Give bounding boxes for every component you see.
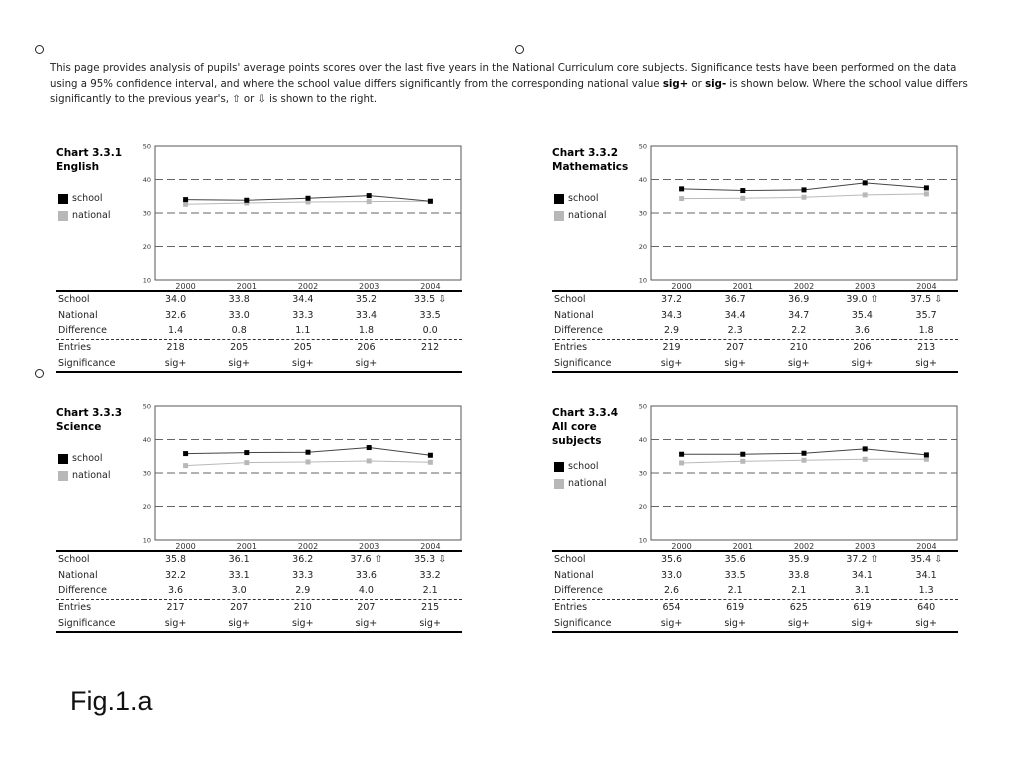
y-tick-label: 20 — [142, 243, 151, 251]
legend-label-national: national — [72, 470, 111, 481]
table-cell: 1.4 — [168, 325, 184, 337]
table-row — [56, 568, 462, 584]
data-point-school — [244, 198, 249, 203]
chart-panel-mathematics — [552, 142, 958, 398]
table-cell: sig+ — [703, 355, 767, 372]
table-row — [552, 568, 958, 584]
table-cell: sig+ — [144, 615, 208, 632]
y-tick-label: 20 — [638, 503, 647, 511]
x-tick-label: 2004 — [916, 282, 937, 290]
table-cell: 36.1 — [207, 551, 271, 568]
row-label: National — [554, 569, 594, 581]
y-tick-label: 40 — [638, 436, 647, 444]
x-tick-label: 2000 — [671, 282, 692, 290]
table-row — [552, 308, 958, 324]
data-point-national — [740, 459, 745, 464]
legend-swatch-national — [554, 479, 564, 489]
table-row — [552, 291, 958, 308]
table-row — [56, 615, 462, 632]
table-cell: sig+ — [335, 355, 399, 372]
table-row — [56, 355, 462, 372]
intro-text-1: This page provides analysis of pupils' average points scores over the last five years in the National Curriculum core subjects. Significance tests have been performed on the data using a 95% confidence interval, and where the school value differs significantly from the corresponding national value — [50, 63, 957, 90]
data-point-school — [924, 452, 929, 457]
table-cell: 32.6 — [164, 309, 187, 321]
data-point-national — [740, 196, 745, 201]
table-cell: sig+ — [894, 355, 958, 372]
row-label: Entries — [56, 599, 144, 615]
chart-subtitle-line: Science — [56, 421, 102, 433]
row-label: Entries — [552, 339, 640, 355]
table-cell: 34.0 — [144, 291, 208, 308]
legend-label-national: national — [568, 210, 607, 221]
table-cell: 34.1 — [851, 569, 873, 581]
table-cell: 33.5 ⇩ — [398, 291, 462, 308]
chart-title: Chart 3.3.4 — [552, 407, 619, 419]
table-cell: 219 — [640, 339, 704, 355]
table-row — [56, 339, 462, 355]
legend-label-national: national — [72, 210, 111, 221]
chart-legend — [58, 450, 111, 484]
data-point-school — [183, 451, 188, 456]
data-point-school — [802, 451, 807, 456]
plot-frame — [155, 146, 461, 280]
table-cell: 2.9 — [295, 585, 311, 597]
table-cell: 33.0 — [660, 569, 683, 581]
table-cell: 205 — [207, 339, 271, 355]
table-cell: 640 — [894, 599, 958, 615]
legend-label-school: school — [72, 193, 103, 204]
table-row — [552, 339, 958, 355]
table-cell: 35.2 — [335, 291, 399, 308]
legend-label-school: school — [72, 453, 103, 464]
table-cell: 33.6 — [355, 569, 377, 581]
table-cell: 34.4 — [724, 309, 746, 321]
table-cell: 3.6 — [167, 585, 184, 597]
chart-plot-area — [637, 142, 958, 290]
table-cell: 1.3 — [918, 585, 934, 597]
x-tick-label: 2003 — [359, 282, 380, 290]
table-cell: 33.3 — [292, 569, 314, 581]
table-cell: 36.2 — [271, 551, 335, 568]
chart-legend — [554, 190, 607, 224]
table-cell: sig+ — [271, 355, 335, 372]
row-label: Difference — [58, 325, 107, 337]
chart-title-block — [56, 146, 138, 174]
legend-swatch-school — [554, 462, 564, 472]
row-label: National — [58, 569, 98, 581]
x-tick-label: 2001 — [732, 542, 753, 550]
data-point-school — [863, 180, 868, 185]
table-cell: 37.5 ⇩ — [894, 291, 958, 308]
table-cell: 218 — [144, 339, 208, 355]
down-arrow-icon: ⇩ — [257, 94, 266, 105]
data-point-national — [863, 457, 868, 462]
data-point-national — [802, 195, 807, 200]
table-cell: 33.8 — [207, 291, 271, 308]
figure-caption: Fig.1.a — [70, 686, 153, 716]
handle-marker-middle-left[interactable] — [35, 369, 44, 378]
chart-title: Chart 3.3.3 — [56, 407, 123, 419]
row-label: National — [58, 309, 98, 321]
chart-plot-area — [637, 402, 958, 550]
table-cell: sig+ — [831, 615, 895, 632]
y-tick-label: 50 — [638, 142, 647, 151]
legend-swatch-school — [58, 454, 68, 464]
y-tick-label: 20 — [638, 243, 647, 251]
data-point-national — [863, 192, 868, 197]
intro-or-2: or — [240, 94, 258, 105]
table-cell: 210 — [767, 339, 831, 355]
intro-text-3: is shown to the right. — [265, 94, 378, 105]
table-cell: sig+ — [894, 615, 958, 632]
chart-plot-area — [141, 142, 462, 290]
table-cell: 0.8 — [231, 325, 247, 337]
data-point-school — [183, 197, 188, 202]
table-cell: 210 — [271, 599, 335, 615]
row-label: Significance — [56, 615, 144, 632]
data-point-national — [183, 202, 188, 207]
table-cell: 35.6 — [703, 551, 767, 568]
table-cell: 215 — [398, 599, 462, 615]
table-cell: 619 — [703, 599, 767, 615]
data-point-national — [367, 458, 372, 463]
chart-panel-english — [56, 142, 462, 398]
x-tick-label: 2002 — [793, 542, 815, 550]
table-cell: 34.7 — [788, 309, 810, 321]
data-point-school — [679, 186, 684, 191]
legend-item-national — [58, 467, 111, 484]
table-row — [552, 583, 958, 599]
table-cell: 207 — [335, 599, 399, 615]
chart-subtitle-line: English — [56, 161, 100, 173]
y-tick-label: 10 — [142, 276, 151, 285]
data-point-school — [428, 199, 433, 204]
table-cell — [398, 355, 462, 372]
table-cell: 37.2 ⇧ — [831, 551, 895, 568]
y-tick-label: 30 — [142, 209, 151, 218]
legend-swatch-national — [554, 211, 564, 221]
table-row — [552, 323, 958, 339]
chart-title-block — [56, 406, 138, 434]
row-label: School — [552, 551, 640, 568]
handle-marker-top-left[interactable] — [35, 45, 44, 54]
chart-legend — [554, 458, 607, 492]
chart-legend — [58, 190, 111, 224]
x-tick-label: 2003 — [855, 282, 876, 290]
data-point-school — [367, 193, 372, 198]
intro-paragraph — [50, 61, 976, 108]
table-cell: 34.4 — [271, 291, 335, 308]
legend-item-school — [554, 458, 607, 475]
table-cell: 35.7 — [915, 309, 937, 321]
table-cell: sig+ — [831, 355, 895, 372]
table-cell: 212 — [398, 339, 462, 355]
legend-label-school: school — [568, 461, 599, 472]
table-row — [552, 615, 958, 632]
legend-label-school: school — [568, 193, 599, 204]
table-cell: 2.2 — [791, 325, 807, 337]
row-label: Significance — [552, 615, 640, 632]
legend-item-national — [554, 475, 607, 492]
data-point-school — [740, 452, 745, 457]
data-point-national — [924, 457, 929, 462]
table-row — [56, 583, 462, 599]
table-cell: 35.9 — [767, 551, 831, 568]
table-cell: 35.8 — [144, 551, 208, 568]
row-label: Significance — [552, 355, 640, 372]
table-cell: sig+ — [335, 615, 399, 632]
legend-item-school — [58, 190, 111, 207]
y-tick-label: 50 — [142, 142, 151, 151]
x-tick-label: 2002 — [297, 542, 319, 550]
table-cell: 33.1 — [228, 569, 250, 581]
table-cell: 39.0 ⇧ — [831, 291, 895, 308]
table-row — [56, 599, 462, 615]
table-cell: 619 — [831, 599, 895, 615]
y-tick-label: 30 — [638, 209, 647, 218]
row-label: Difference — [554, 325, 603, 337]
y-tick-label: 50 — [638, 402, 647, 411]
sig-plus-label: sig+ — [662, 78, 689, 90]
x-tick-label: 2001 — [236, 542, 257, 550]
table-row — [552, 355, 958, 372]
row-label: National — [554, 309, 594, 321]
table-row — [56, 308, 462, 324]
y-tick-label: 40 — [638, 176, 647, 184]
legend-swatch-national — [58, 211, 68, 221]
chart-title: Chart 3.3.2 — [552, 147, 619, 159]
legend-item-school — [554, 190, 607, 207]
data-point-school — [306, 450, 311, 455]
table-cell: 1.1 — [295, 325, 311, 337]
intro-text-2: is shown below. Where the school value differs significantly to the previous year's, — [50, 78, 968, 105]
table-cell: 654 — [640, 599, 704, 615]
data-point-school — [802, 187, 807, 192]
data-point-national — [679, 460, 684, 465]
table-cell: 206 — [335, 339, 399, 355]
table-cell: 2.9 — [663, 325, 680, 337]
plot-frame — [651, 406, 957, 540]
data-point-school — [367, 445, 372, 450]
chart-plot-area — [141, 402, 462, 550]
y-tick-label: 40 — [142, 176, 151, 184]
data-point-school — [679, 452, 684, 457]
table-cell: 34.3 — [660, 309, 683, 321]
row-label: School — [56, 291, 144, 308]
table-cell: 33.0 — [228, 309, 250, 321]
table-cell: 36.9 — [767, 291, 831, 308]
x-tick-label: 2003 — [359, 542, 380, 550]
data-point-national — [802, 458, 807, 463]
table-cell: 0.0 — [422, 325, 438, 337]
y-tick-label: 30 — [638, 469, 647, 478]
data-point-national — [679, 196, 684, 201]
chart-stats-table — [552, 290, 958, 373]
x-tick-label: 2000 — [175, 282, 196, 290]
table-cell: sig+ — [640, 615, 704, 632]
sig-minus-label: sig- — [705, 78, 727, 90]
table-row — [56, 551, 462, 568]
table-cell: 35.6 — [640, 551, 704, 568]
legend-item-national — [554, 207, 607, 224]
chart-panel-all-core-subjects — [552, 402, 958, 658]
row-label: Significance — [56, 355, 144, 372]
data-point-school — [740, 188, 745, 193]
up-arrow-icon: ⇧ — [232, 94, 241, 105]
table-cell: 2.1 — [727, 585, 743, 597]
chart-stats-table — [56, 290, 462, 373]
row-label: Difference — [58, 585, 107, 597]
table-cell: 36.7 — [703, 291, 767, 308]
table-cell: 33.8 — [788, 569, 810, 581]
table-row — [552, 599, 958, 615]
table-cell: 35.4 ⇩ — [894, 551, 958, 568]
table-cell: sig+ — [398, 615, 462, 632]
x-tick-label: 2002 — [297, 282, 319, 290]
table-cell: 2.1 — [422, 585, 438, 597]
x-tick-label: 2004 — [420, 542, 441, 550]
data-point-national — [924, 191, 929, 196]
chart-title-block — [552, 146, 634, 174]
x-tick-label: 2004 — [420, 282, 441, 290]
data-point-school — [244, 450, 249, 455]
table-cell: 207 — [207, 599, 271, 615]
plot-frame — [155, 406, 461, 540]
table-row — [552, 551, 958, 568]
chart-stats-table — [56, 550, 462, 633]
y-tick-label: 10 — [142, 536, 151, 545]
table-cell: 1.8 — [918, 325, 934, 337]
table-cell: 205 — [271, 339, 335, 355]
data-point-national — [428, 460, 433, 465]
data-point-school — [924, 185, 929, 190]
intro-or: or — [688, 78, 706, 90]
table-cell: 37.6 ⇧ — [335, 551, 399, 568]
y-tick-label: 50 — [142, 402, 151, 411]
table-cell: 1.8 — [358, 325, 374, 337]
legend-label-national: national — [568, 478, 607, 489]
legend-item-national — [58, 207, 111, 224]
data-point-school — [863, 446, 868, 451]
row-label: School — [56, 551, 144, 568]
row-label: School — [552, 291, 640, 308]
table-cell: 32.2 — [164, 569, 187, 581]
y-tick-label: 30 — [142, 469, 151, 478]
table-cell: 33.5 — [724, 569, 746, 581]
x-tick-label: 2001 — [236, 282, 257, 290]
chart-subtitle-line: Mathematics — [552, 161, 629, 173]
table-cell: 206 — [831, 339, 895, 355]
table-cell: sig+ — [144, 355, 208, 372]
table-cell: 625 — [767, 599, 831, 615]
table-cell: 33.2 — [419, 569, 441, 581]
x-tick-label: 2001 — [732, 282, 753, 290]
table-cell: 33.4 — [355, 309, 378, 321]
table-cell: 3.6 — [854, 325, 870, 337]
table-cell: 35.4 — [851, 309, 873, 321]
x-tick-label: 2000 — [175, 542, 196, 550]
x-tick-label: 2002 — [793, 282, 815, 290]
table-cell: sig+ — [767, 615, 831, 632]
table-cell: 4.0 — [358, 585, 374, 597]
y-tick-label: 10 — [638, 276, 647, 285]
chart-panel-science — [56, 402, 462, 658]
table-cell: sig+ — [640, 355, 704, 372]
data-point-national — [367, 199, 372, 204]
table-cell: sig+ — [207, 355, 271, 372]
row-label: Entries — [552, 599, 640, 615]
y-tick-label: 10 — [638, 536, 647, 545]
chart-subtitle-line: subjects — [552, 435, 602, 447]
table-cell: sig+ — [207, 615, 271, 632]
table-cell: 33.5 — [419, 309, 441, 321]
x-tick-label: 2003 — [855, 542, 876, 550]
table-row — [56, 323, 462, 339]
legend-swatch-school — [554, 194, 564, 204]
table-cell: 217 — [144, 599, 208, 615]
table-cell: 207 — [703, 339, 767, 355]
x-tick-label: 2004 — [916, 542, 937, 550]
x-tick-label: 2000 — [671, 542, 692, 550]
table-row — [56, 291, 462, 308]
table-cell: 34.1 — [915, 569, 937, 581]
chart-subtitle-line: All core — [552, 421, 597, 433]
data-point-school — [428, 453, 433, 458]
legend-swatch-national — [58, 471, 68, 481]
data-point-national — [244, 460, 249, 465]
table-cell: 3.0 — [231, 585, 247, 597]
table-cell: sig+ — [703, 615, 767, 632]
table-cell: 3.1 — [854, 585, 870, 597]
row-label: Difference — [554, 585, 603, 597]
chart-title: Chart 3.3.1 — [56, 147, 123, 159]
legend-swatch-school — [58, 194, 68, 204]
data-point-school — [306, 196, 311, 201]
table-cell: sig+ — [767, 355, 831, 372]
handle-marker-top-middle[interactable] — [515, 45, 524, 54]
chart-title-block — [552, 406, 634, 448]
table-cell: 2.3 — [727, 325, 743, 337]
y-tick-label: 20 — [142, 503, 151, 511]
table-cell: 213 — [894, 339, 958, 355]
table-cell: sig+ — [271, 615, 335, 632]
table-cell: 2.6 — [663, 585, 680, 597]
y-tick-label: 40 — [142, 436, 151, 444]
table-cell: 37.2 — [640, 291, 704, 308]
chart-stats-table — [552, 550, 958, 633]
table-cell: 2.1 — [791, 585, 807, 597]
plot-frame — [651, 146, 957, 280]
table-cell: 35.3 ⇩ — [398, 551, 462, 568]
row-label: Entries — [56, 339, 144, 355]
legend-item-school — [58, 450, 111, 467]
data-point-national — [183, 463, 188, 468]
table-cell: 33.3 — [292, 309, 314, 321]
data-point-national — [306, 459, 311, 464]
